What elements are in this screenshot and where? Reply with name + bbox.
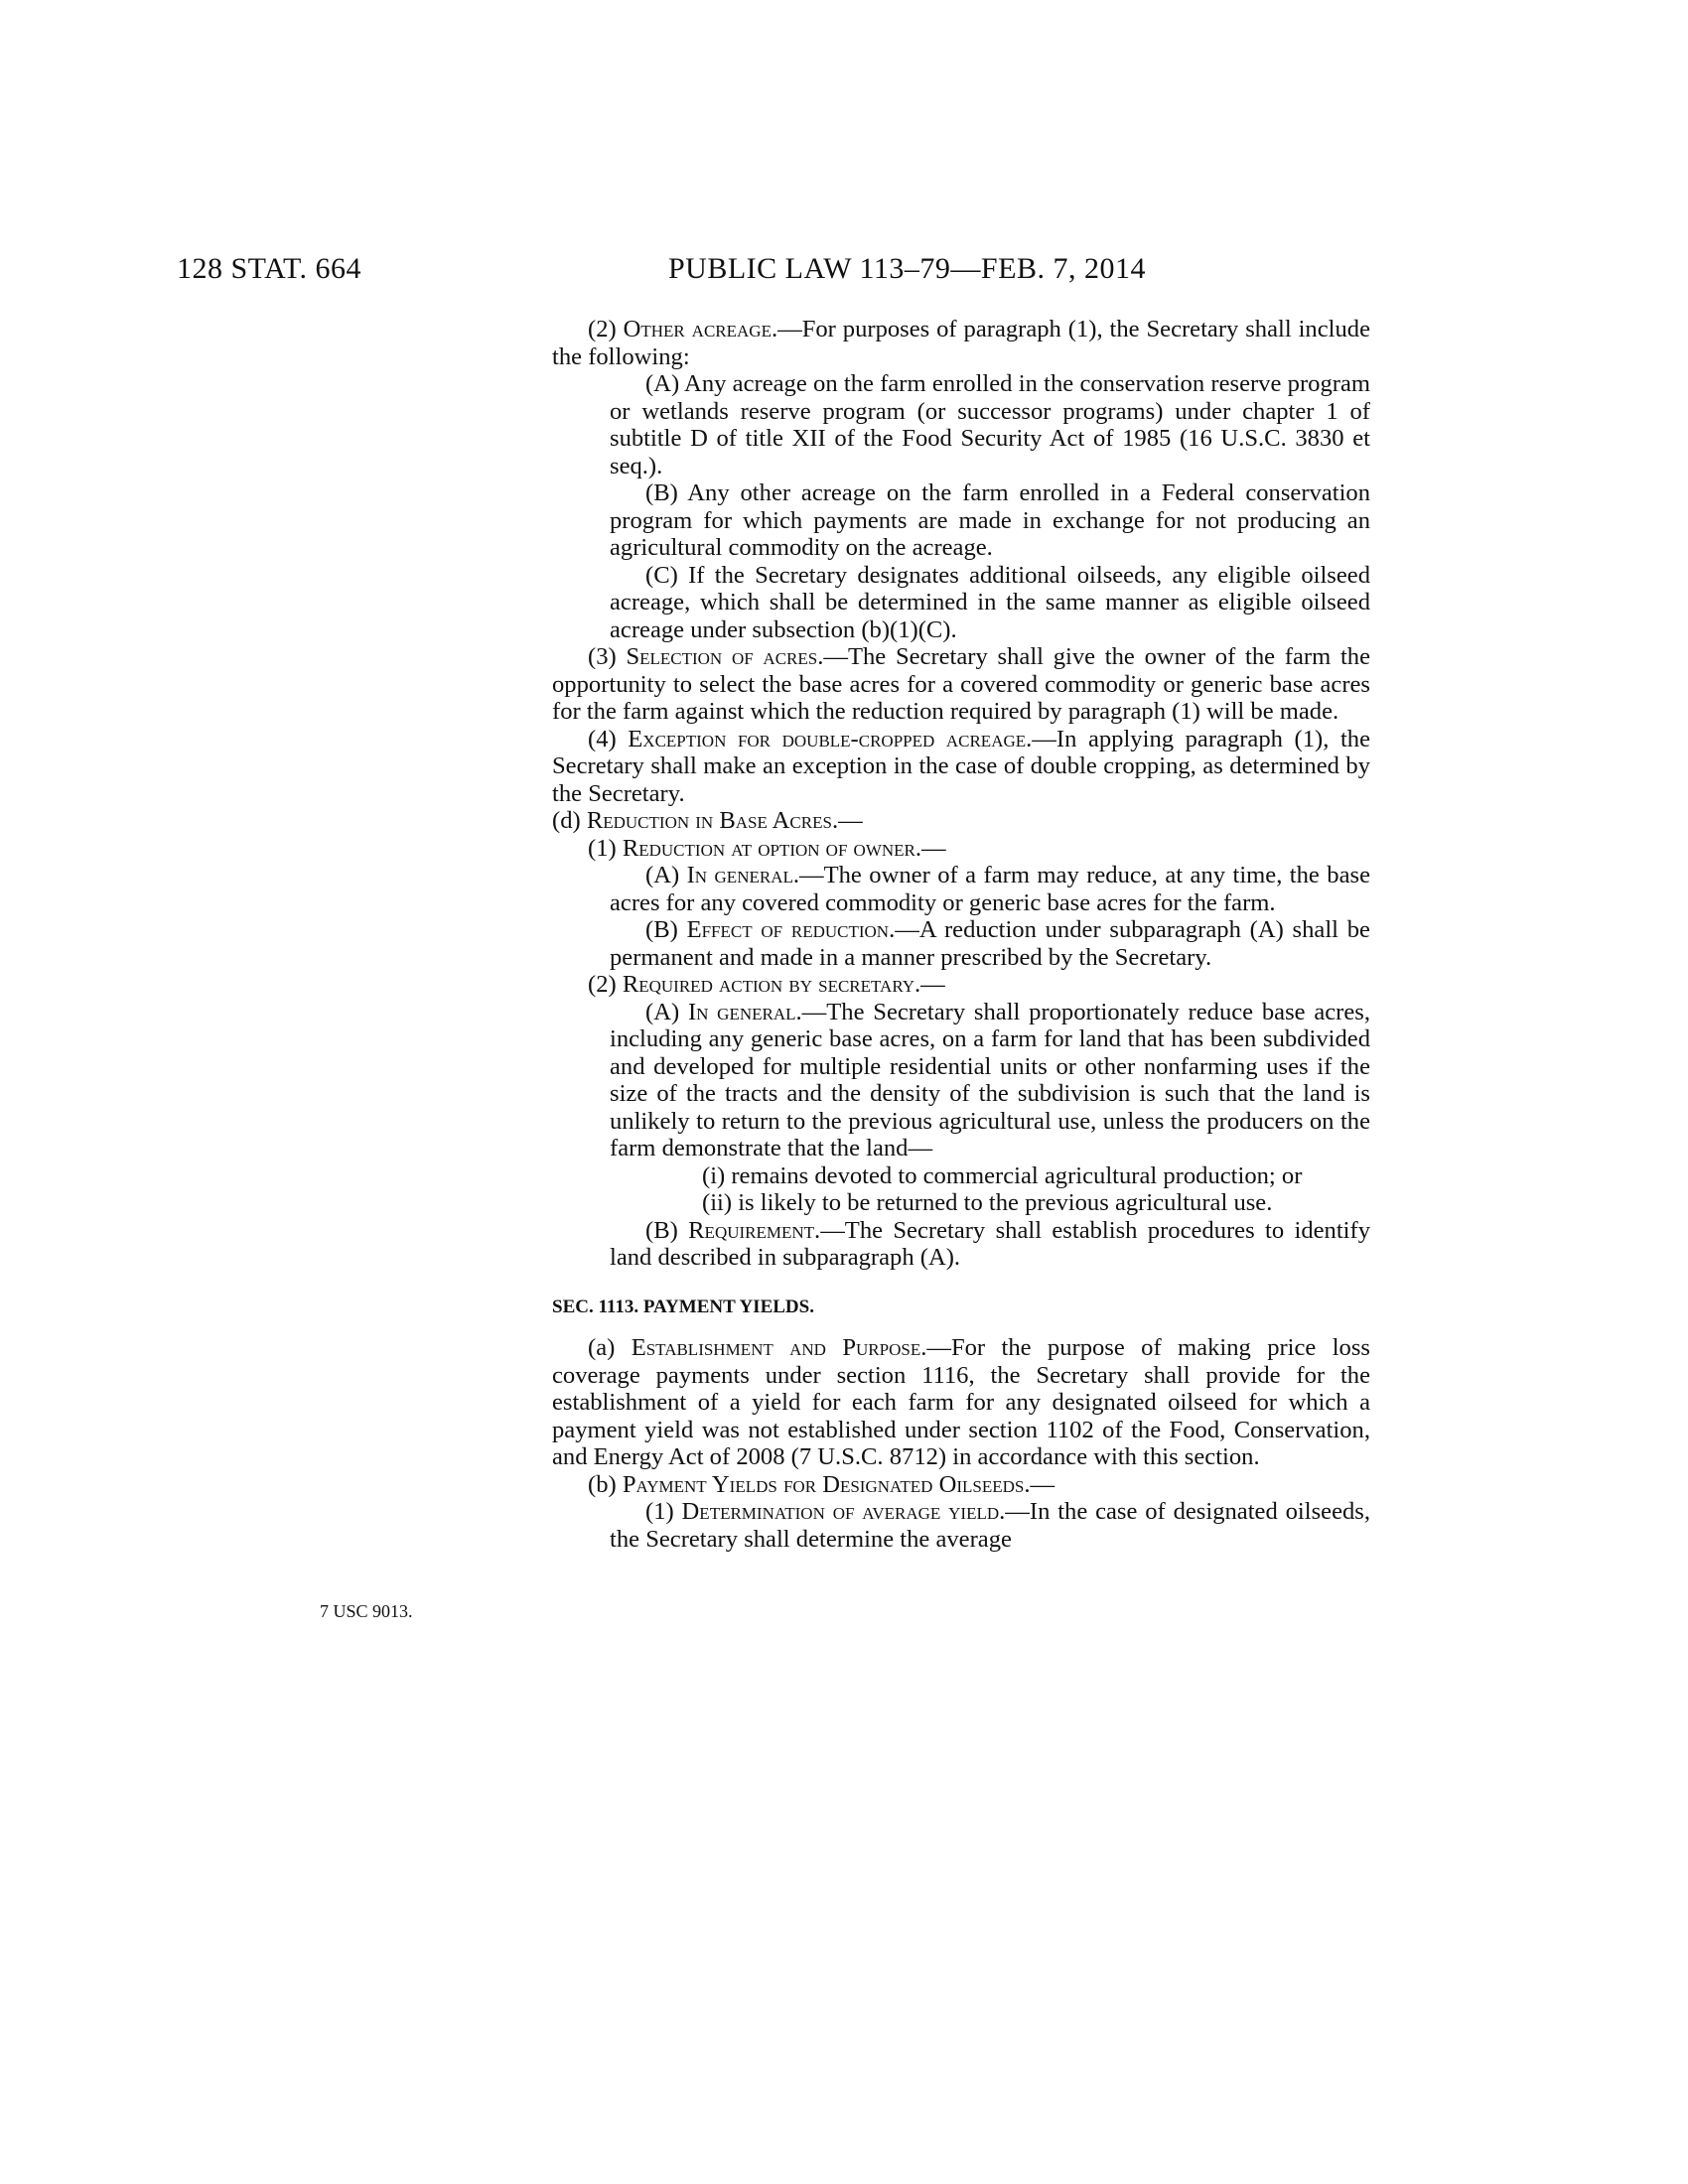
margin-citation: 7 USC 9013.	[320, 1601, 413, 1621]
paragraph-c3: (3) Selection of acres.—The Secretary shall give the owner of the farm the opportunity to select the base acres for a covered commodity or generic base acres for the farm against which the reduction required by paragraph (1) will be made.	[552, 643, 1371, 725]
document-body	[552, 316, 1370, 1553]
subparagraph-d2A: (A) In general.—The Secretary shall proportionately reduce base acres, including any generic base acres, on a farm for land that has been subdivided and developed for multiple residential units or other nonfarming uses if the size of the tracts and the density of the subdivision is such that the land is unlikely to return to the previous agricultural use, unless the producers on the farm demonstrate that the land—	[610, 998, 1370, 1161]
subsection-b-heading: (b) Payment Yields for Designated Oilseeds.—	[588, 1470, 1055, 1498]
clause-d2Aii: (ii) is likely to be returned to the previous agricultural use.	[702, 1189, 1273, 1216]
subparagraph-c2A: (A) Any acreage on the farm enrolled in the conservation reserve program or wetlands reserve program (or successor programs) under chapter 1 of subtitle D of title XII of the Food Security Act of 1985 (16 U.S.C. 3830 et seq.).	[610, 370, 1370, 479]
paragraph-d2-heading: (2) Required action by secretary.—	[588, 971, 945, 998]
page-stat-citation: 128 STAT. 664	[177, 252, 362, 285]
subparagraph-c2C: (C) If the Secretary designates additional oilseeds, any eligible oilseed acreage, which shall be determined in the same manner as eligible oilseed acreage under subsection (b)(1)(C).	[610, 561, 1370, 643]
subsection-a: (a) Establishment and Purpose.—For the purpose of making price loss coverage payments under section 1116, the Secretary shall provide for the establishment of a yield for each farm for any designated oilseed for which a payment yield was not established under section 1102 of the Food, Conservation, and Energy Act of 2008 (7 U.S.C. 8712) in accordance with this section.	[552, 1334, 1370, 1470]
subparagraph-d1A: (A) In general.—The owner of a farm may reduce, at any time, the base acres for any covered commodity or generic base acres for the farm.	[610, 862, 1370, 916]
subparagraph-d2B: (B) Requirement.—The Secretary shall establish procedures to identify land described in subparagraph (A).	[610, 1216, 1370, 1271]
paragraph-c4: (4) Exception for double-cropped acreage.—In applying paragraph (1), the Secretary shall make an exception in the case of double cropping, as determined by the Secretary.	[552, 725, 1370, 807]
paragraph-d1-heading: (1) Reduction at option of owner.—	[588, 834, 946, 862]
subsection-d-heading: (d) Reduction in Base Acres.—	[552, 807, 863, 834]
subparagraph-c2B: (B) Any other acreage on the farm enrolled in a Federal conservation program for which payments are made in exchange for not producing an agricultural commodity on the acreage.	[610, 479, 1370, 561]
paragraph-c2: (2) Other acreage.—For purposes of paragraph (1), the Secretary shall include the following:	[552, 316, 1370, 370]
clause-d2Ai: (i) remains devoted to commercial agricultural production; or	[702, 1161, 1303, 1189]
section-heading: SEC. 1113. PAYMENT YIELDS.	[552, 1296, 814, 1317]
page-running-head: PUBLIC LAW 113–79—FEB. 7, 2014	[668, 252, 1146, 285]
subparagraph-d1B: (B) Effect of reduction.—A reduction under subparagraph (A) shall be permanent and made in a manner prescribed by the Secretary.	[610, 916, 1370, 971]
paragraph-b1: (1) Determination of average yield.—In the case of designated oilseeds, the Secretary shall determine the average	[610, 1498, 1370, 1553]
